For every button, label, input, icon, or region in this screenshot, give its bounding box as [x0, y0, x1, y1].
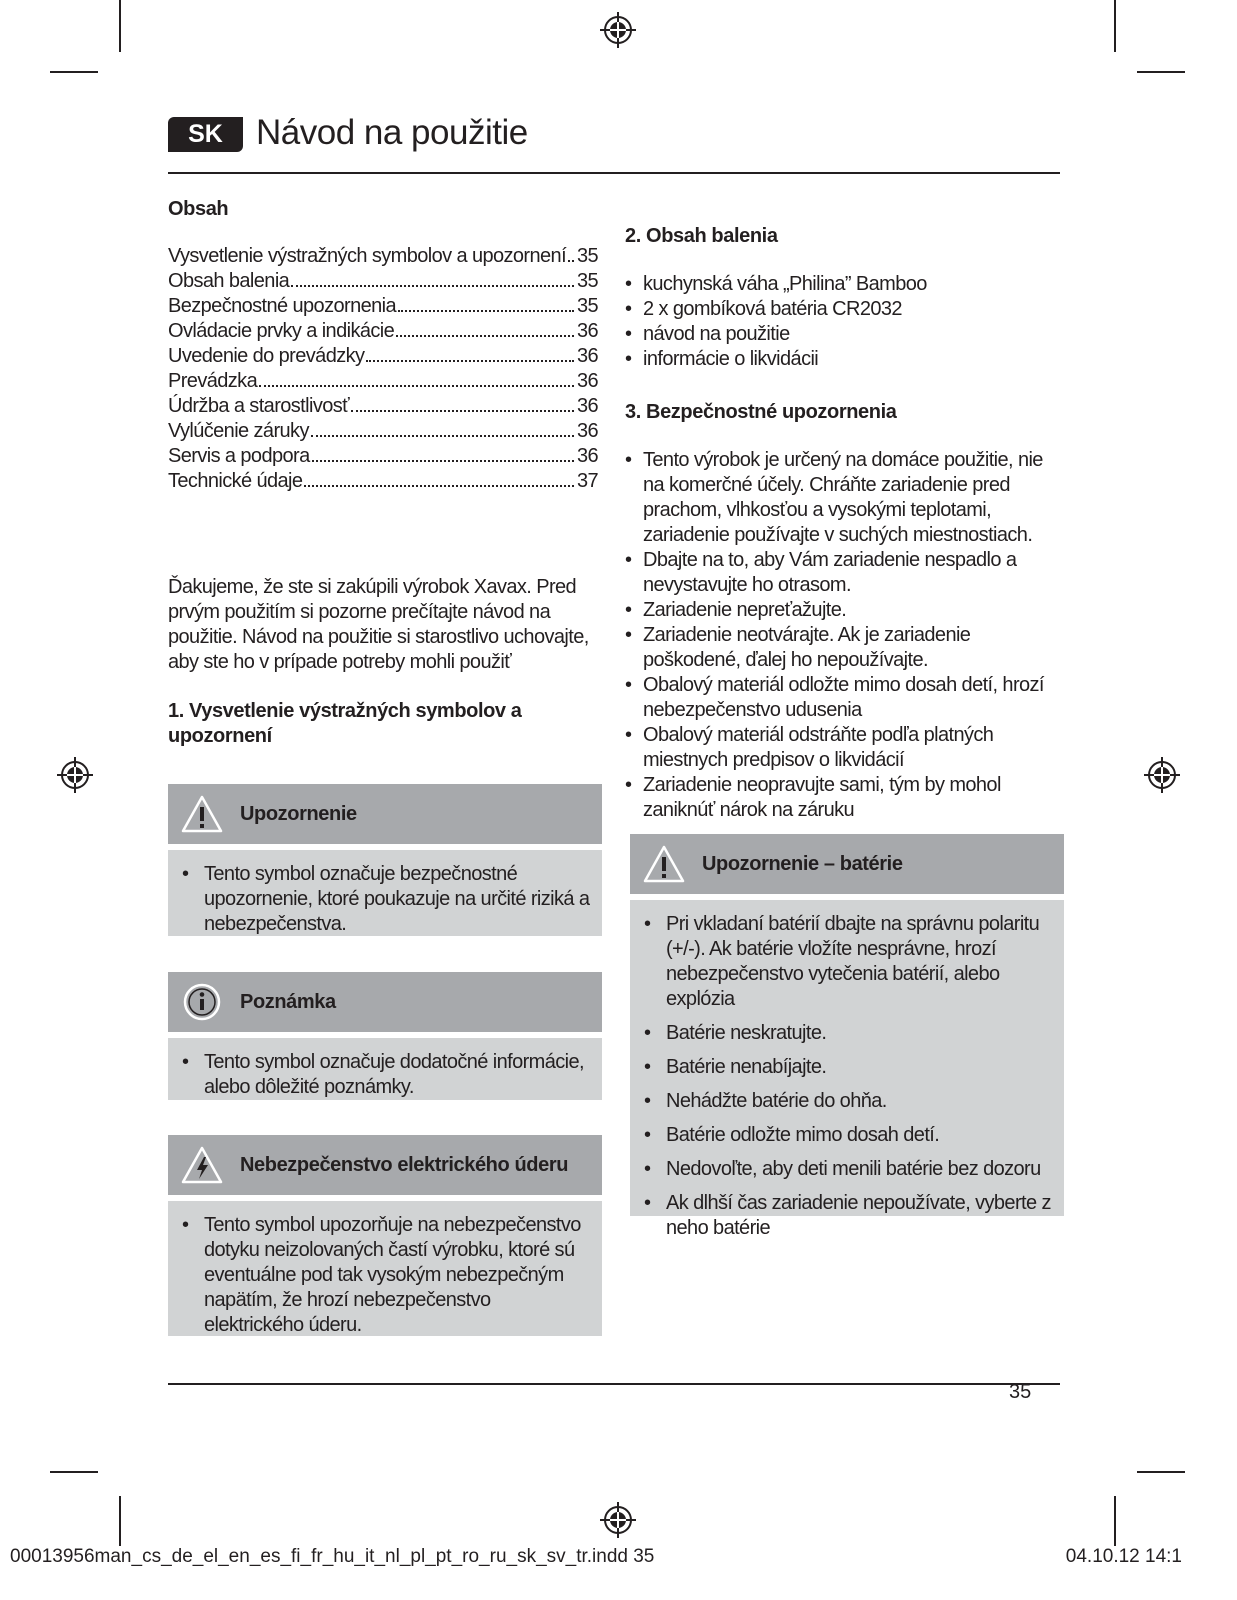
- safety-item: • Dbajte na to, aby Vám zariadenie nespadlo a nevystavujte ho otrasom.: [625, 548, 1055, 598]
- toc-item: [168, 370, 598, 395]
- section-2-title: 2. Obsah balenia: [625, 225, 778, 247]
- crop-mark: [1114, 1496, 1116, 1546]
- note-box-body: [168, 1038, 602, 1100]
- toc-leader: [396, 335, 574, 337]
- toc-item-label: Vylúčenie záruky: [168, 420, 309, 442]
- toc-item-page: 35: [576, 245, 598, 267]
- info-icon: [180, 980, 224, 1024]
- footer-file-name: 00013956man_cs_de_el_en_es_fi_fr_hu_it_nl_pl_pt_ro_ru_sk_sv_tr.indd 35: [10, 1546, 655, 1567]
- battery-item: • Batérie odložte mimo dosah detí.: [644, 1123, 1054, 1148]
- package-item: • kuchynská váha „Philina” Bamboo: [625, 272, 1055, 297]
- header-rule: [168, 172, 1060, 174]
- crop-mark: [1137, 1471, 1185, 1473]
- battery-item: • Ak dlhší čas zariadenie nepoužívate, vyberte z neho batérie: [644, 1191, 1054, 1241]
- registration-mark-icon: [1142, 755, 1182, 795]
- battery-item: • Nehádžte batérie do ohňa.: [644, 1089, 1054, 1114]
- toc-item-page: 36: [576, 320, 598, 342]
- toc-item-label: Ovládacie prvky a indikácie: [168, 320, 395, 342]
- package-item: • 2 x gombíková batéria CR2032: [625, 297, 1055, 322]
- warning-box-body: [168, 850, 602, 936]
- warning-box-header: [168, 784, 602, 844]
- toc-item: [168, 320, 598, 345]
- warning-box-label: Upozornenie: [240, 802, 357, 825]
- toc-item-page: 36: [576, 445, 598, 467]
- safety-item: • Zariadenie neopravujte sami, tým by mohol zaniknúť nárok na záruku: [625, 773, 1055, 823]
- toc-item-label: Technické údaje: [168, 470, 303, 492]
- toc-item: [168, 470, 598, 495]
- table-of-contents: [168, 198, 598, 495]
- toc-item-page: 36: [576, 395, 598, 417]
- language-badge: SK: [168, 117, 243, 152]
- toc-leader: [259, 385, 574, 387]
- toc-item-label: Prevádzka: [168, 370, 258, 392]
- toc-item: [168, 445, 598, 470]
- battery-box-body: [630, 900, 1064, 1239]
- shock-box-header: [168, 1135, 602, 1195]
- toc-item: [168, 345, 598, 370]
- registration-mark-icon: [598, 10, 638, 50]
- section-3: [625, 401, 1055, 823]
- warning-triangle-icon: [642, 842, 686, 886]
- toc-item-label: Údržba a starostlivosť: [168, 395, 350, 417]
- toc-item: [168, 420, 598, 445]
- footer-date: 04.10.12 14:1: [1065, 1546, 1182, 1567]
- note-box-label: Poznámka: [240, 990, 336, 1013]
- toc-item-label: Obsah balenia: [168, 270, 290, 292]
- toc-leader: [312, 460, 574, 462]
- toc-leader: [366, 360, 574, 362]
- section-1-title: 1. Vysvetlenie výstražných symbolov a upozornení: [168, 700, 522, 747]
- registration-mark-icon: [55, 755, 95, 795]
- crop-mark: [119, 1496, 121, 1546]
- package-item: • informácie o likvidácii: [625, 347, 1055, 372]
- warning-box-text: • Tento symbol označuje bezpečnostné upozornenie, ktoré poukazuje na určité riziká a nebezpečenstva.: [182, 862, 592, 937]
- toc-heading: Obsah: [168, 198, 229, 220]
- section-2-list: [625, 272, 1055, 372]
- toc-item-page: 35: [576, 295, 598, 317]
- toc-leader: [291, 285, 574, 287]
- toc-item-label: Uvedenie do prevádzky: [168, 345, 365, 367]
- shock-box-body: [168, 1201, 602, 1336]
- toc-leader: [311, 435, 574, 437]
- crop-mark: [50, 1471, 98, 1473]
- electric-shock-icon: [180, 1143, 224, 1187]
- safety-item: • Tento výrobok je určený na domáce použitie, nie na komerčné účely. Chráňte zariadenie pred prachom, vlhkosťou a vysokými teplotami, zariadenie používajte v suchých miestnostiach.: [625, 448, 1055, 548]
- toc-item-page: 36: [576, 420, 598, 442]
- battery-item: • Batérie nenabíjajte.: [644, 1055, 1054, 1080]
- shock-box-text: • Tento symbol upozorňuje na nebezpečenstvo dotyku neizolovaných častí výrobku, ktoré sú eventuálne pod tak vysokým nebezpečným napätím, že hrozí nebezpečenstvo elektrického úderu.: [182, 1213, 592, 1338]
- safety-item: • Zariadenie neotvárajte. Ak je zariadenie poškodené, ďalej ho nepoužívajte.: [625, 623, 1055, 673]
- toc-item-page: 35: [576, 270, 598, 292]
- toc-item-label: Servis a podpora: [168, 445, 310, 467]
- crop-mark: [119, 0, 121, 52]
- shock-box-label: Nebezpečenstvo elektrického úderu: [240, 1153, 569, 1176]
- toc-leader: [304, 485, 574, 487]
- toc-item-page: 37: [576, 470, 598, 492]
- battery-box-header: [630, 834, 1064, 894]
- warning-triangle-icon: [180, 792, 224, 836]
- crop-mark: [1137, 71, 1185, 73]
- note-box-text: • Tento symbol označuje dodatočné informácie, alebo dôležité poznámky.: [182, 1050, 592, 1100]
- crop-mark: [1114, 0, 1116, 52]
- battery-box-label: Upozornenie – batérie: [702, 852, 903, 875]
- battery-item: • Batérie neskratujte.: [644, 1021, 1054, 1046]
- registration-mark-icon: [598, 1500, 638, 1540]
- page-number: 35: [1009, 1381, 1032, 1403]
- battery-item: • Nedovoľte, aby deti menili batérie bez dozoru: [644, 1157, 1054, 1182]
- toc-item: [168, 395, 598, 420]
- toc-item-label: Bezpečnostné upozornenia: [168, 295, 397, 317]
- safety-item: • Obalový materiál odstráňte podľa platných miestnych predpisov o likvidácií: [625, 723, 1055, 773]
- toc-item: [168, 295, 598, 320]
- toc-item: [168, 270, 598, 295]
- crop-mark: [50, 71, 98, 73]
- safety-item: • Obalový materiál odložte mimo dosah detí, hrozí nebezpečenstvo udusenia: [625, 673, 1055, 723]
- safety-item: • Zariadenie nepreťažujte.: [625, 598, 1055, 623]
- section-2: [625, 225, 1055, 372]
- battery-list: [644, 912, 1054, 1241]
- section-3-list: [625, 448, 1055, 823]
- section-3-title: 3. Bezpečnostné upozornenia: [625, 401, 897, 423]
- toc-leader: [351, 410, 574, 412]
- toc-item-label: Vysvetlenie výstražných symbolov a upozornení: [168, 245, 567, 267]
- toc-item-page: 36: [576, 345, 598, 367]
- package-item: • návod na použitie: [625, 322, 1055, 347]
- footer-rule: [168, 1383, 1060, 1385]
- toc-list: [168, 245, 598, 495]
- toc-leader: [398, 310, 574, 312]
- battery-item: • Pri vkladaní batérií dbajte na správnu polaritu (+/-). Ak batérie vložíte nesprávne, hrozí nebezpečenstvo vytečenia batérií, alebo explózia: [644, 912, 1054, 1012]
- toc-leader: [568, 260, 574, 262]
- toc-item-page: 36: [576, 370, 598, 392]
- toc-item: [168, 245, 598, 270]
- intro-paragraph: Ďakujeme, že ste si zakúpili výrobok Xavax. Pred prvým použitím si pozorne prečítajte návod na použitie. Návod na použitie si starostlivo uchovajte, aby ste ho v prípade potreby mohli použiť: [168, 576, 589, 673]
- note-box-header: [168, 972, 602, 1032]
- page-title: Návod na použitie: [256, 113, 528, 152]
